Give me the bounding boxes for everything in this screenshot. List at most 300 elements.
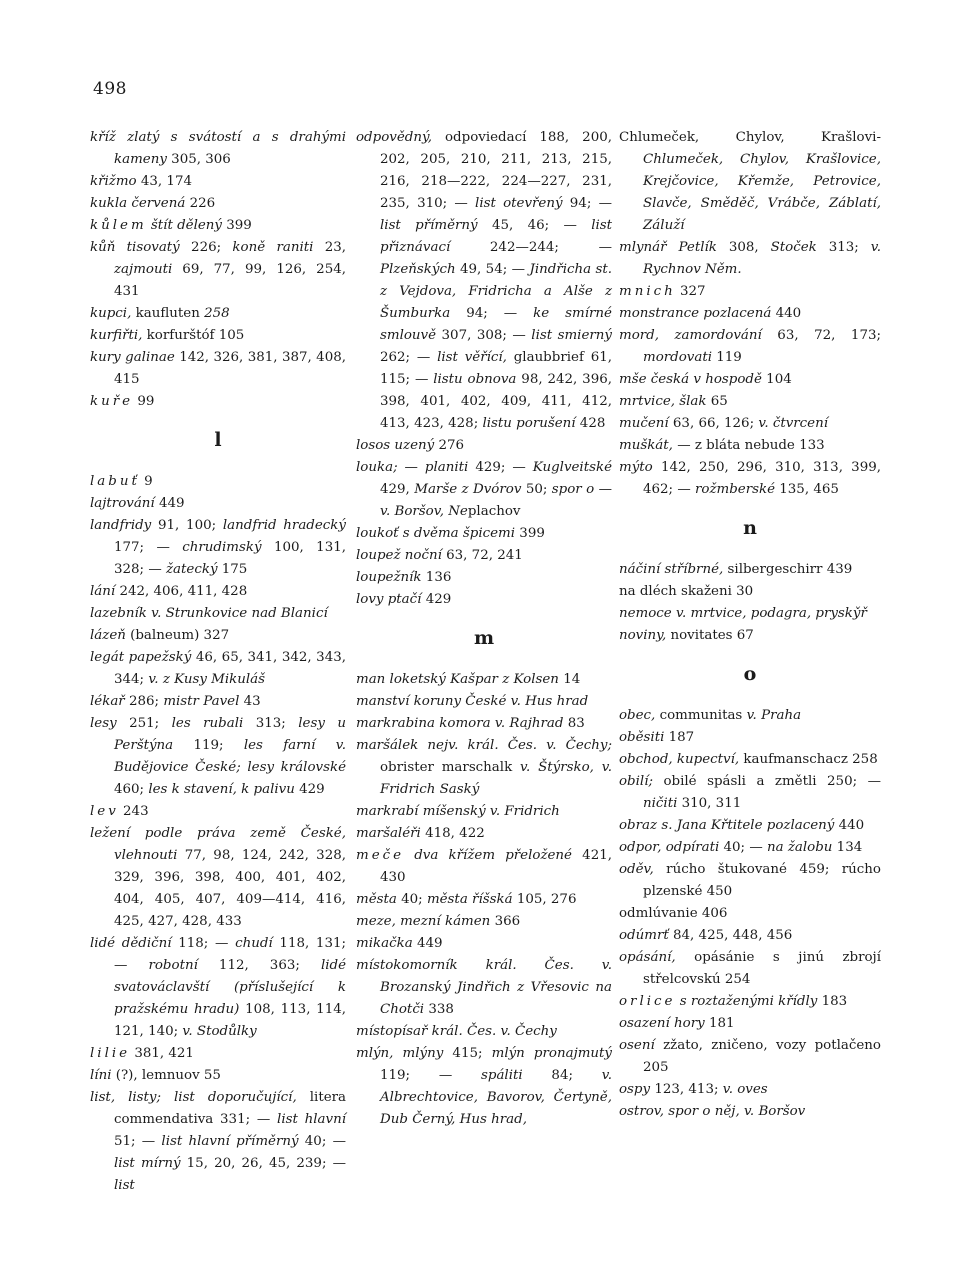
entry-text: obchod, kupectví,	[619, 752, 740, 767]
entry-text: markrabina komora v. Rajhrad	[356, 716, 564, 731]
entry-text: 258	[204, 306, 230, 321]
entry-text: 381, 421	[130, 1046, 194, 1061]
entry-text: v. Albrechtovice, Bavorov, Čertyně, Dub Černý, Hus hrad,	[380, 1068, 612, 1127]
entry-text: 94; —	[450, 306, 534, 321]
entry-text: města říšská	[426, 892, 513, 907]
entry-text: mlýn pronajmutý	[491, 1046, 612, 1061]
index-entry	[619, 625, 881, 647]
entry-text: noviny,	[619, 628, 667, 643]
entry-text: 40; —	[719, 840, 767, 855]
index-entry	[356, 735, 612, 801]
entry-text: communitas	[655, 708, 747, 723]
entry-text: 187	[664, 730, 695, 745]
entry-text: robotní	[148, 958, 198, 973]
entry-text: lázeň	[90, 628, 126, 643]
entry-text: kaufluten	[131, 306, 205, 321]
entry-text: ospy	[619, 1082, 651, 1097]
index-entry	[90, 713, 346, 801]
entry-text: litera commendativa 331; —	[114, 1090, 347, 1127]
entry-text: kukla červená	[90, 196, 186, 211]
entry-text: mlynář Petlík	[619, 240, 717, 255]
section-letter: l	[214, 429, 222, 451]
entry-text: 310, 311	[677, 796, 742, 811]
entry-text: kříž zlatý s svátostí a s drahými kameny	[90, 130, 346, 167]
index-entry	[90, 391, 346, 413]
entry-text: 327	[675, 284, 706, 299]
entry-text: (balneum) 327	[125, 628, 230, 643]
entry-text: 313;	[816, 240, 871, 255]
entry-text: rúcho štukované 459; rúcho plzenské 450	[643, 862, 881, 899]
entry-text: zžato, zničeno, vozy potlačeno 205	[643, 1038, 881, 1075]
index-entry	[356, 801, 612, 823]
index-entry	[356, 1043, 612, 1131]
entry-text: Stoček	[770, 240, 817, 255]
index-entry	[619, 705, 881, 727]
index-entry	[90, 325, 346, 347]
entry-text: 40; —	[298, 1134, 346, 1149]
index-entry	[619, 369, 881, 391]
entry-text: markrabí míšenský v. Fridrich	[356, 804, 560, 819]
index-entry	[356, 669, 612, 691]
index-entry	[90, 237, 346, 303]
entry-text: 43	[239, 694, 261, 709]
entry-text: 105, 276	[512, 892, 577, 907]
entry-text: 460;	[114, 782, 149, 797]
entry-text: losos uzený	[356, 438, 435, 453]
entry-text: 46, 65, 341, 342, 343, 344;	[114, 650, 346, 687]
entry-text: lesy u Perštýna	[114, 716, 346, 753]
index-entry	[90, 347, 346, 391]
entry-text: kupci,	[90, 306, 132, 321]
entry-text: lazebník v. Strunkovice nad Blanicí	[90, 606, 328, 621]
entry-text: oděv,	[619, 862, 654, 877]
entry-text: 65	[706, 394, 728, 409]
entry-text: 440	[834, 818, 865, 833]
entry-text: kůň tisovatý	[90, 240, 180, 255]
index-entry	[356, 933, 612, 955]
entry-text: spáliti	[481, 1068, 523, 1083]
index-entry	[619, 947, 881, 991]
entry-text: maršaléři	[356, 826, 421, 841]
entry-text: ostrov, spor o něj, v. Boršov	[619, 1104, 806, 1119]
entry-text: 429,	[380, 482, 415, 497]
entry-text: nemoce v. mrtvice, podagra, prysky̌ř	[619, 606, 867, 621]
entry-text: lání	[90, 584, 116, 599]
index-entry	[619, 413, 881, 435]
entry-text: v. Praha	[746, 708, 802, 723]
index-entry	[619, 903, 881, 925]
entry-text: 399	[222, 218, 252, 233]
entry-text: chudí	[235, 936, 273, 951]
entry-text: oběsiti	[619, 730, 665, 745]
entry-text: 118; —	[171, 936, 236, 951]
entry-text: 418, 422	[420, 826, 485, 841]
entry-text: lovy ptačí	[356, 592, 422, 607]
entry-text: 183	[817, 994, 848, 1009]
index-entry	[619, 559, 881, 581]
entry-text: žatecký	[165, 562, 218, 577]
entry-text: maršálek nejv. král. Čes. v. Čechy;	[356, 738, 612, 753]
index-entry	[90, 515, 346, 581]
entry-text: les farní v. Budějovice České; lesy královské	[114, 738, 346, 775]
entry-text: 449	[154, 496, 185, 511]
entry-text: města	[356, 892, 397, 907]
index-entry	[356, 845, 612, 889]
entry-text: 112, 363;	[197, 958, 321, 973]
index-entry	[619, 325, 881, 369]
entry-text: listu porušení	[482, 416, 576, 431]
index-entry	[619, 991, 881, 1013]
entry-text: man loketský Kašpar z Kolsen	[356, 672, 559, 687]
entry-text: les rubali	[171, 716, 244, 731]
entry-text: kaufmanschacz 258	[739, 752, 878, 767]
entry-text: kůlem	[90, 218, 147, 233]
index-entry	[619, 435, 881, 457]
entry-text: 251;	[116, 716, 172, 731]
entry-text: místopísař král. Čes. v. Čechy	[356, 1024, 557, 1039]
entry-text: odpor, odpírati	[619, 840, 720, 855]
index-entry	[619, 837, 881, 859]
index-entry	[356, 545, 612, 567]
entry-text: labuť	[90, 474, 140, 489]
entry-text: list smierný	[531, 328, 612, 343]
index-entry	[619, 859, 881, 903]
entry-text: 177; —	[114, 540, 183, 555]
index-entry	[619, 1013, 881, 1035]
entry-text: 134	[832, 840, 863, 855]
entry-text: osazení hory	[619, 1016, 705, 1031]
entry-text: dva křížem přeložené	[414, 848, 572, 863]
entry-text: v. Stodůlky	[182, 1024, 257, 1039]
entry-text: 242, 406, 411, 428	[115, 584, 248, 599]
index-entry	[619, 1101, 881, 1123]
entry-text: glaubbrief 61, 115; —	[380, 350, 612, 387]
entry-text: meče	[356, 848, 405, 863]
entry-text: 119;	[173, 738, 244, 753]
index-entry	[356, 127, 612, 435]
entry-text: Jindřicha st. z Vejdova, Fridricha a Alše z Šumburka	[380, 262, 613, 321]
entry-text: 429	[421, 592, 452, 607]
entry-text: obec,	[619, 708, 656, 723]
entry-text: na dléch skaženi 30	[619, 584, 754, 599]
entry-text: 175	[217, 562, 248, 577]
entry-text: novitates 67	[666, 628, 754, 643]
index-column-3	[619, 127, 881, 1123]
index-entry	[90, 625, 346, 647]
entry-text: 119; —	[380, 1068, 481, 1083]
entry-text: v. z Kusy Mikuláš	[148, 672, 266, 687]
entry-text: Chlumeček, Chylov, Krašlovi-	[619, 130, 881, 145]
index-entry	[356, 435, 612, 457]
entry-text: lajtrování	[90, 496, 155, 511]
entry-text: orlice	[619, 994, 676, 1009]
entry-text: loupežník	[356, 570, 422, 585]
index-entry	[90, 581, 346, 603]
entry-text: mnich	[619, 284, 676, 299]
entry-text: list mírný	[114, 1156, 181, 1171]
index-entry	[619, 815, 881, 837]
index-entry	[356, 713, 612, 735]
index-entry	[619, 1035, 881, 1079]
entry-text: v. oves	[722, 1082, 768, 1097]
entry-text: 84, 425, 448, 456	[668, 928, 793, 943]
index-column-1	[90, 127, 346, 1197]
index-entry	[619, 281, 881, 303]
entry-text: list otevřený	[475, 196, 563, 211]
entry-text: Kuglveitské	[532, 460, 613, 475]
entry-text: Marše z Dvórov	[414, 482, 522, 497]
entry-text: 338	[424, 1002, 454, 1017]
entry-text: listu obnova	[433, 372, 517, 387]
entry-text: 50;	[521, 482, 552, 497]
entry-text: monstrance pozlacená	[619, 306, 772, 321]
entry-text: lev	[90, 804, 119, 819]
index-entry	[619, 925, 881, 947]
entry-text: 63, 72, 173;	[761, 328, 881, 343]
index-entry	[90, 691, 346, 713]
entry-text: odmlúvanie 406	[619, 906, 728, 921]
index-entry	[90, 647, 346, 691]
entry-text: lidé dědiční	[90, 936, 172, 951]
entry-text: 84;	[522, 1068, 602, 1083]
index-entry	[356, 457, 612, 523]
entry-text: muškát,	[619, 438, 673, 453]
entry-text: 399	[515, 526, 545, 541]
index-entry	[356, 911, 612, 933]
index-entry	[90, 801, 346, 823]
entry-text: lidé svatováclavští (příslušející k pražskému hradu)	[114, 958, 347, 1017]
entry-text: mikačka	[356, 936, 413, 951]
entry-text: s roztaženými křídly	[679, 994, 818, 1009]
entry-text: mordovati	[643, 350, 713, 365]
index-entry	[619, 457, 881, 501]
entry-text: loukoť s dvěma špicemi	[356, 526, 516, 541]
entry-text: 421, 430	[380, 848, 612, 885]
index-entry	[356, 1021, 612, 1043]
entry-text: list hlavní	[277, 1112, 346, 1127]
entry-text: kurfiřti,	[90, 328, 143, 343]
entry-text: odpovědný,	[356, 130, 432, 145]
entry-text: koně raniti	[232, 240, 314, 255]
entry-text: 142, 326, 381, 387, 408, 415	[114, 350, 347, 387]
entry-text: 15, 20, 26, 45, 239; —	[180, 1156, 346, 1171]
entry-text: Plzeňských	[380, 262, 456, 277]
entry-text: lékař	[90, 694, 125, 709]
index-column-2	[356, 127, 612, 1131]
index-entry	[619, 749, 881, 771]
index-entry	[619, 581, 881, 603]
index-entry	[619, 603, 881, 625]
entry-text: les k stavení, k palivu	[148, 782, 295, 797]
entry-text: 94; —	[562, 196, 612, 211]
entry-text	[404, 848, 414, 863]
page-number: 498	[93, 79, 127, 99]
entry-text: korfurštóf 105	[142, 328, 245, 343]
entry-text: 429; —	[468, 460, 533, 475]
entry-text: mrtvice, šlak	[619, 394, 707, 409]
entry-text: 135, 465	[775, 482, 839, 497]
index-entry	[90, 127, 346, 171]
index-entry	[90, 471, 346, 493]
entry-text: loupež noční	[356, 548, 442, 563]
index-entry	[356, 691, 612, 713]
entry-text: mše česká v hospodě	[619, 372, 762, 387]
entry-text: list přiznávací	[380, 218, 613, 255]
entry-text: 63, 72, 241	[441, 548, 523, 563]
entry-text: náčiní stříbrné,	[619, 562, 724, 577]
entry-text: 45, 46; —	[477, 218, 592, 233]
entry-text: mord, zamordování	[619, 328, 762, 343]
entry-text: 123, 413;	[650, 1082, 723, 1097]
entry-text: místokomorník král. Čes. v. Brozanský Jindřich z Vřesovic na Chotči	[356, 958, 612, 1017]
entry-text: 366	[490, 914, 521, 929]
entry-text: 449	[412, 936, 443, 951]
section-letter: n	[743, 517, 757, 539]
entry-text: 83	[563, 716, 585, 731]
entry-text: v. čtvrcení	[758, 416, 829, 431]
entry-text: louka; — planiti	[356, 460, 469, 475]
index-entry	[90, 1087, 346, 1197]
entry-text: list hlavní příměrný	[161, 1134, 299, 1149]
entry-text: 428	[575, 416, 606, 431]
entry-text: 108, 113, 114, 121, 140;	[114, 1002, 346, 1039]
entry-text: lesy	[90, 716, 117, 731]
entry-text: list	[114, 1178, 135, 1193]
entry-text: líni	[90, 1068, 112, 1083]
entry-text: 23,	[313, 240, 346, 255]
entry-text: ke smírné smlouvě	[380, 306, 612, 343]
entry-text: 91, 100;	[151, 518, 223, 533]
entry-text: list příměrný	[380, 218, 478, 233]
entry-text: 142, 250, 296, 310, 313, 399, 462; —	[643, 460, 881, 497]
entry-text: 40;	[396, 892, 427, 907]
entry-text: 49, 54; —	[455, 262, 530, 277]
entry-text: 313;	[243, 716, 299, 731]
entry-text: list, listy; list doporučující,	[90, 1090, 297, 1105]
entry-text: 100, 131, 328; —	[114, 540, 346, 577]
index-entry	[90, 1043, 346, 1065]
entry-text: — z bláta nebude 133	[672, 438, 825, 453]
entry-text: plachov	[467, 504, 521, 519]
entry-text: kuře	[90, 394, 134, 409]
index-entry	[356, 523, 612, 545]
index-entry	[90, 493, 346, 515]
index-entry	[619, 391, 881, 413]
index-entry	[356, 955, 612, 1021]
entry-text: 63, 66, 126;	[668, 416, 759, 431]
index-entry	[619, 727, 881, 749]
entry-text: 440	[771, 306, 802, 321]
entry-text: mistr Pavel	[163, 694, 240, 709]
entry-text: odpoviedací 188, 200, 202, 205, 210, 211, 213, 215, 216, 218—222, 224—227, 231, 235, 310; —	[380, 130, 612, 211]
index-entry	[619, 1079, 881, 1101]
entry-text: obraz s. Jana Křtitele pozlacený	[619, 818, 835, 833]
entry-text: mučení	[619, 416, 669, 431]
entry-text: 136	[421, 570, 452, 585]
entry-text: křižmo	[90, 174, 137, 189]
entry-text: legát papežský	[90, 650, 192, 665]
entry-text: 226	[185, 196, 216, 211]
entry-text: osení	[619, 1038, 655, 1053]
entry-text: meze, mezní kámen	[356, 914, 491, 929]
entry-text: landfridy	[90, 518, 152, 533]
entry-text: obrister marschalk	[380, 760, 521, 775]
entry-text: 308,	[716, 240, 771, 255]
entry-text: na žalobu	[766, 840, 833, 855]
entry-text: 262; —	[380, 350, 438, 365]
section-letter: m	[473, 627, 495, 649]
index-entry	[356, 889, 612, 911]
entry-text: 99	[133, 394, 155, 409]
entry-text: 307, 308; —	[436, 328, 532, 343]
entry-text: 104	[761, 372, 792, 387]
index-entry	[619, 303, 881, 325]
entry-text: list věřící,	[437, 350, 507, 365]
entry-text: štít dělený	[150, 218, 222, 233]
entry-text: obilé spásli a změtli 250; —	[653, 774, 881, 789]
entry-text: manství koruny České v. Hus hrad	[356, 694, 589, 709]
entry-text: ležení podle práva země České, vlehnouti	[90, 826, 346, 863]
entry-text: 77, 98, 124, 242, 328, 329, 396, 398, 400, 401, 402, 404, 405, 407, 409—414, 416, 425, 427, 428, 433	[114, 848, 346, 929]
entry-text: kury galinae	[90, 350, 175, 365]
section-letter: o	[743, 663, 757, 685]
entry-text: 69, 77, 99, 126, 254, 431	[114, 262, 346, 299]
entry-text: 181	[704, 1016, 735, 1031]
entry-text: 9	[139, 474, 153, 489]
entry-text: v. Štýrsko, v. Fridrich Saský	[380, 760, 612, 797]
entry-text: mlýn, mlýny	[356, 1046, 444, 1061]
entry-text: 429	[294, 782, 325, 797]
index-entry	[90, 603, 346, 625]
index-entry	[619, 127, 881, 237]
entry-text: opásání,	[619, 950, 676, 965]
entry-text: 415;	[443, 1046, 492, 1061]
entry-text: 286;	[124, 694, 164, 709]
entry-text: chrudimský	[182, 540, 262, 555]
entry-text: lilie	[90, 1046, 131, 1061]
index-entry	[90, 171, 346, 193]
entry-text: 119	[712, 350, 742, 365]
index-entry	[356, 589, 612, 611]
entry-text: ničiti	[643, 796, 678, 811]
entry-text: silbergeschirr 439	[723, 562, 853, 577]
entry-text: 243	[118, 804, 149, 819]
index-entry	[90, 933, 346, 1043]
entry-text: opásánie s jinú zbrojí střelcovskú 254	[643, 950, 881, 987]
entry-text: spor o — v. Boršov, Ne	[380, 482, 612, 519]
entry-text: 14	[558, 672, 581, 687]
entry-text: zajmouti	[114, 262, 173, 277]
entry-text: 98, 242, 396, 398, 401, 402, 409, 411, 412, 413, 423, 428;	[380, 372, 612, 431]
entry-text: landfrid hradecký	[222, 518, 346, 533]
index-entry	[619, 237, 881, 281]
entry-text: rožmberské	[694, 482, 776, 497]
entry-text: odúmrť	[619, 928, 669, 943]
index-entry	[90, 1065, 346, 1087]
entry-text: v. Rychnov Něm.	[643, 240, 881, 277]
entry-text: 305, 306	[166, 152, 231, 167]
index-entry	[356, 567, 612, 589]
entry-text: 51; —	[114, 1134, 162, 1149]
entry-text: 43, 174	[136, 174, 192, 189]
entry-text: mýto	[619, 460, 653, 475]
entry-text: 226;	[179, 240, 233, 255]
entry-text: 242—244; —	[450, 240, 612, 255]
index-entry	[90, 823, 346, 933]
entry-text: obilí;	[619, 774, 653, 789]
entry-text: 276	[434, 438, 465, 453]
index-entry	[90, 303, 346, 325]
